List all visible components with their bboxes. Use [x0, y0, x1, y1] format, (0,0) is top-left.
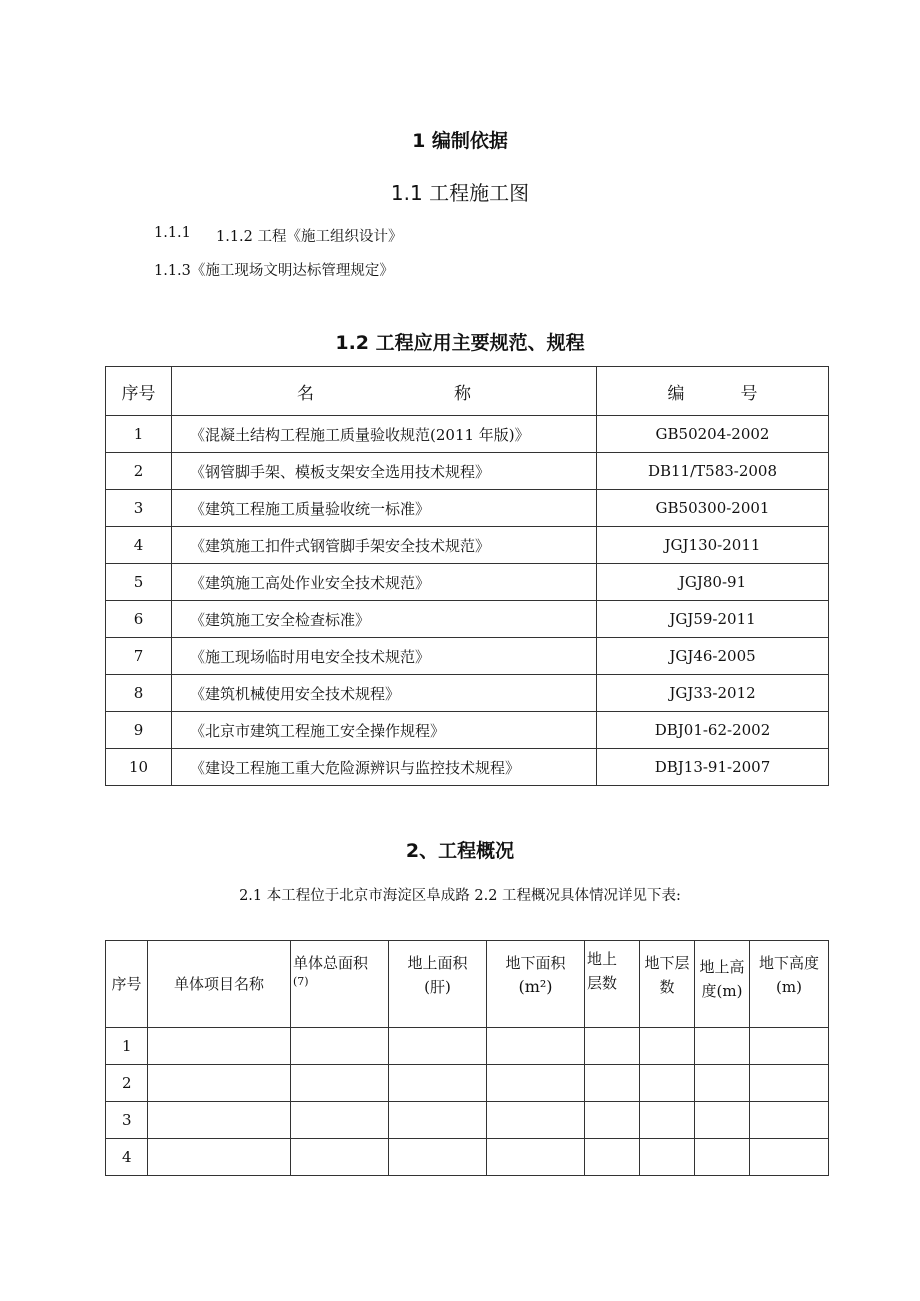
row-standard-name: 《建筑施工安全检查标准》: [172, 601, 597, 638]
row-index: 5: [106, 564, 172, 601]
cell-above-height: [695, 1102, 750, 1139]
header-total-area-unit: (7): [293, 975, 309, 988]
header-code-char-1: 编: [667, 383, 685, 404]
cell-below-area: [487, 1028, 585, 1065]
cell-above-floors: [585, 1139, 640, 1176]
cell-above-height: [695, 1139, 750, 1176]
row-standard-name: 《建设工程施工重大危险源辨识与监控技术规程》: [172, 749, 597, 786]
header-name-char-2: 称: [454, 383, 471, 404]
header-below-floors-line2: 数: [659, 978, 675, 996]
cell-project-name: [148, 1028, 291, 1065]
row-standard-name: 《北京市建筑工程施工安全操作规程》: [172, 712, 597, 749]
row-index: 9: [106, 712, 172, 749]
cell-above-area: [389, 1065, 487, 1102]
row-standard-code: DBJ01-62-2002: [597, 712, 829, 749]
header-above-area-label: 地上面积: [407, 954, 468, 972]
cell-above-area: [389, 1139, 487, 1176]
row-standard-code: DB11/T583-2008: [597, 453, 829, 490]
cell-below-floors: [640, 1102, 695, 1139]
row-standard-code: DBJ13-91-2007: [597, 749, 829, 786]
cell-above-floors: [585, 1065, 640, 1102]
header-total-area: [291, 941, 389, 1028]
cell-below-area: [487, 1102, 585, 1139]
header-below-floors: [640, 941, 695, 1028]
cell-total-area: [291, 1102, 389, 1139]
cell-above-height: [695, 1028, 750, 1065]
item-1-1-1-number: 1.1.1: [154, 225, 191, 241]
cell-total-area: [291, 1139, 389, 1176]
cell-below-floors: [640, 1065, 695, 1102]
row-index: 8: [106, 675, 172, 712]
header-below-area-unit: (m²): [518, 977, 553, 996]
table-row: [106, 1028, 829, 1065]
row-index: 3: [106, 1102, 148, 1139]
table-row: [106, 601, 829, 638]
item-1-1-2: 1.1.2 工程《施工组织设计》: [216, 229, 403, 245]
row-standard-code: JGJ59-2011: [597, 601, 829, 638]
item-1-1-3: 1.1.3《施工现场文明达标管理规定》: [154, 263, 394, 279]
table-row: [106, 638, 829, 675]
section-1-2-title: 1.2 工程应用主要规范、规程: [335, 332, 585, 354]
row-standard-code: JGJ130-2011: [597, 527, 829, 564]
row-standard-name: 《建筑工程施工质量验收统一标准》: [172, 490, 597, 527]
row-index: 4: [106, 527, 172, 564]
header-below-area: [487, 941, 585, 1028]
row-index: 3: [106, 490, 172, 527]
section-2-title: 2、工程概况: [405, 840, 515, 862]
cell-above-height: [695, 1065, 750, 1102]
section-2-intro: 2.1 本工程位于北京市海淀区阜成路 2.2 工程概况具体情况详见下表:: [239, 888, 681, 904]
row-index: 1: [106, 416, 172, 453]
row-index: 1: [106, 1028, 148, 1065]
table-row: [106, 527, 829, 564]
cell-below-floors: [640, 1139, 695, 1176]
row-standard-name: 《混凝土结构工程施工质量验收规范(2011 年版)》: [172, 416, 597, 453]
header-index: 序号: [106, 367, 172, 416]
cell-below-floors: [640, 1028, 695, 1065]
row-standard-name: 《建筑施工高处作业安全技术规范》: [172, 564, 597, 601]
cell-above-floors: [585, 1028, 640, 1065]
cell-above-area: [389, 1028, 487, 1065]
row-index: 6: [106, 601, 172, 638]
cell-below-area: [487, 1139, 585, 1176]
header-above-height-line2: 度(m): [701, 982, 743, 1000]
table-row: [106, 1065, 829, 1102]
header-code: [597, 367, 829, 416]
cell-below-height: [750, 1139, 829, 1176]
row-index: 4: [106, 1139, 148, 1176]
row-standard-code: JGJ80-91: [597, 564, 829, 601]
table-row: [106, 564, 829, 601]
row-standard-code: GB50300-2001: [597, 490, 829, 527]
table-row: [106, 1139, 829, 1176]
table-row: [106, 675, 829, 712]
header-code-char-2: 号: [740, 383, 758, 404]
row-standard-code: GB50204-2002: [597, 416, 829, 453]
cell-project-name: [148, 1139, 291, 1176]
cell-project-name: [148, 1065, 291, 1102]
table-row: [106, 453, 829, 490]
row-standard-code: JGJ46-2005: [597, 638, 829, 675]
header-below-height-line2: (m): [776, 978, 802, 996]
header-name: [172, 367, 597, 416]
header-total-area-label: 单体总面积: [293, 954, 369, 972]
table-row: [106, 416, 829, 453]
cell-below-height: [750, 1065, 829, 1102]
row-index: 2: [106, 453, 172, 490]
cell-project-name: [148, 1102, 291, 1139]
cell-above-floors: [585, 1102, 640, 1139]
table-row: [106, 749, 829, 786]
section-1-1-title: 1.1 工程施工图: [390, 181, 530, 205]
header-above-height-line1: 地上高: [699, 958, 745, 976]
header-above-floors: [585, 941, 640, 1028]
header-below-height: [750, 941, 829, 1028]
cell-below-height: [750, 1102, 829, 1139]
row-index: 10: [106, 749, 172, 786]
table-row: [106, 490, 829, 527]
header-above-floors-line2: 层数: [587, 974, 618, 992]
row-index: 2: [106, 1065, 148, 1102]
standards-table-header: [106, 367, 829, 416]
header-below-floors-line1: 地下层: [644, 954, 690, 972]
row-index: 7: [106, 638, 172, 675]
cell-total-area: [291, 1028, 389, 1065]
table-row: [106, 712, 829, 749]
cell-above-area: [389, 1102, 487, 1139]
header-name-char-1: 名: [297, 383, 314, 404]
standards-table: [105, 366, 829, 786]
row-standard-code: JGJ33-2012: [597, 675, 829, 712]
overview-table: [105, 940, 829, 1176]
row-standard-name: 《建筑施工扣件式钢管脚手架安全技术规范》: [172, 527, 597, 564]
overview-table-header: [106, 941, 829, 1028]
row-standard-name: 《建筑机械使用安全技术规程》: [172, 675, 597, 712]
row-standard-name: 《施工现场临时用电安全技术规范》: [172, 638, 597, 675]
header-above-floors-line1: 地上: [587, 950, 618, 968]
section-1-title: 1 编制依据: [412, 130, 508, 152]
cell-total-area: [291, 1065, 389, 1102]
header-above-height: [695, 941, 750, 1028]
header-above-area-unit: (肝): [424, 978, 451, 996]
header-index: 序号: [106, 941, 148, 1028]
table-row: [106, 1102, 829, 1139]
row-standard-name: 《钢管脚手架、模板支架安全选用技术规程》: [172, 453, 597, 490]
header-project-name: 单体项目名称: [148, 941, 291, 1028]
cell-below-height: [750, 1028, 829, 1065]
header-below-area-label: 地下面积: [505, 954, 566, 972]
cell-below-area: [487, 1065, 585, 1102]
header-above-area: [389, 941, 487, 1028]
header-below-height-line1: 地下高度: [758, 954, 819, 972]
